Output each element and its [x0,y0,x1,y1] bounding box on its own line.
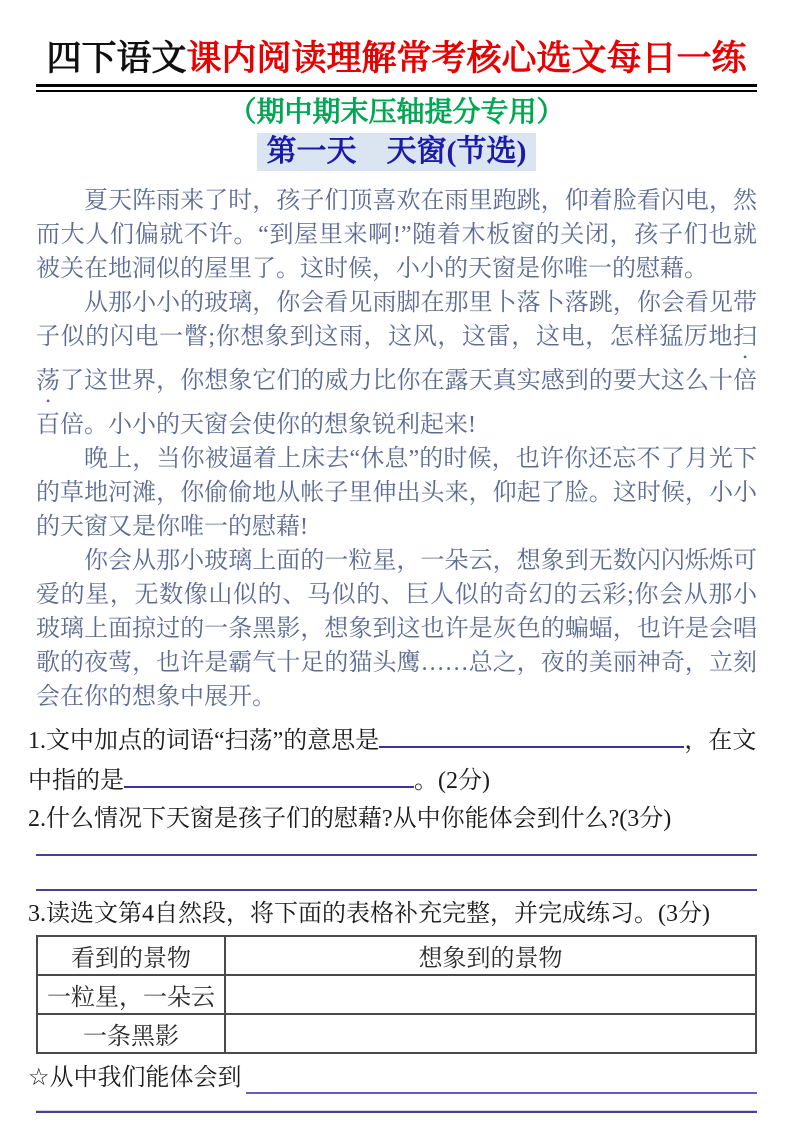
title-divider [36,84,757,92]
q1-text-4: 。(2分) [414,768,490,794]
question-2: 2.什么情况下天窗是孩子们的慰藉?从中你能体会到什么?(3分) [28,806,672,832]
passage-paragraph-1: 夏天阵雨来了时，孩子们顶喜欢在雨里跑跳，仰着脸看闪电，然而大人们偏就不许。“到屋里来啊!”随着木板窗的关闭，孩子们也就被关在地洞似的屋里了。这时候，小小的天窗是你唯一的慰藉。 [36,188,757,282]
title-main: 课内阅读理解常考核心选文每日一练 [186,39,747,78]
table-cell-seen-1: 一粒星，一朵云 [37,975,225,1014]
table-cell-seen-2: 一条黑影 [37,1014,225,1053]
question-list [28,720,757,838]
question-3: 3.读选文第4自然段，将下面的表格补充完整，并完成练习。(3分) [28,901,710,927]
section-heading: 第一天 天窗(节选) [257,133,537,171]
p2-text-after: 了这世界，你想象它们的威力比你在露天真实感到的要大这么十倍百倍。小小的天窗会使你的想象锐利起来! [36,368,758,438]
q1-text-1: 1.文中加点的词语“扫荡”的意思是 [28,728,380,754]
star-question-label: 从中我们能体会到 [49,1065,242,1091]
q1-text-3: 文中指的是 [28,728,757,794]
star-question-row [28,1062,757,1094]
answer-line-1[interactable] [36,854,757,856]
question-3-row [28,895,757,933]
page-title [36,38,757,80]
reading-passage [36,184,757,714]
p2-emphasized-word: 扫荡 [36,324,757,394]
table-header-seen: 看到的景物 [37,936,225,975]
star-icon: ☆ [28,1065,50,1091]
star-answer-blank[interactable] [246,1064,757,1094]
table-header-imagined: 想象到的景物 [225,936,756,975]
sights-table [36,935,757,1054]
q1-blank-1[interactable] [379,720,684,748]
table-row [37,1014,756,1053]
passage-paragraph-3: 晚上，当你被逼着上床去“休息”的时候，也许你还忘不了月光下的草地河滩，你偷偷地从帐子里伸出头来，仰起了脸。这时候，小小的天窗又是你唯一的慰藉! [36,446,757,540]
q1-text-2: ，在 [684,728,733,754]
table-cell-imagined-2[interactable] [225,1014,756,1053]
title-grade-prefix: 四下语文 [46,39,187,78]
section-heading-row [36,133,757,176]
subtitle: （期中期末压轴提分专用） [228,97,565,128]
q1-blank-2[interactable] [124,760,414,788]
passage-paragraph-4: 你会从那小玻璃上面的一粒星，一朵云，想象到无数闪闪烁烁可爱的星，无数像山似的、马似的、巨人似的奇幻的云彩;你会从那小玻璃上面掠过的一条黑影，想象到这也许是灰色的蝙蝠，也许是会唱歌的夜莺，也许是霸气十足的猫头鹰……总之，夜的美丽神奇，立刻会在你的想象中展开。 [36,548,757,710]
p2-text-before: 从那小小的玻璃，你会看见雨脚在那里卜落卜落跳，你会看见带子似的闪电一瞥;你想象到这雨，这风，这雷，这电，怎样猛厉地 [36,290,757,350]
question-1 [28,720,757,800]
passage-paragraph-2 [36,286,757,442]
table-row [37,975,756,1014]
answer-line-3[interactable] [36,1110,757,1113]
table-header-row [37,936,756,975]
answer-line-2[interactable] [36,889,757,891]
table-cell-imagined-1[interactable] [225,975,756,1014]
